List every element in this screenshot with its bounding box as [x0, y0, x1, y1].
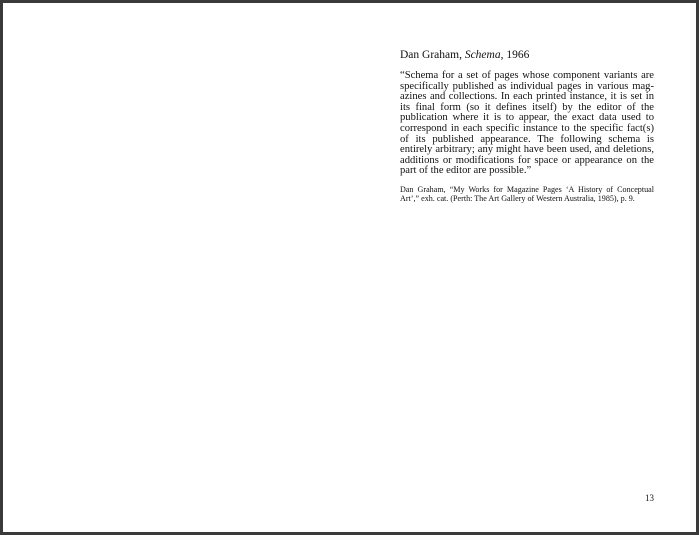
page-number: 13 — [645, 493, 654, 503]
heading-author: Dan Graham, — [400, 49, 465, 61]
page-heading — [400, 48, 654, 62]
heading-work-title: Schema — [464, 49, 501, 61]
heading-year: , 1966 — [500, 49, 530, 61]
text-block — [400, 48, 654, 203]
document-page — [3, 3, 696, 532]
schema-quote: “Schema for a set of pages whose component variants are specifically published as individual pages in various magazines and collections. In each printed instance, it is set in its final form (so it defines itself) by the editor of the publication where it is to appear, the exact data used to correspond in each specific instance to the specific fact(s) of its published appearance. The following schema is entirely arbitrary; any might have been used, and deletions, additions or modifications for space or appearance on the part of the editor are possible.” — [400, 70, 654, 177]
citation-footnote: Dan Graham, “My Works for Magazine Pages ‘A History of Conceptual Art’,” exh. cat. (Perth: The Art Gallery of Western Australia, 1985), p. 9. — [400, 184, 654, 203]
